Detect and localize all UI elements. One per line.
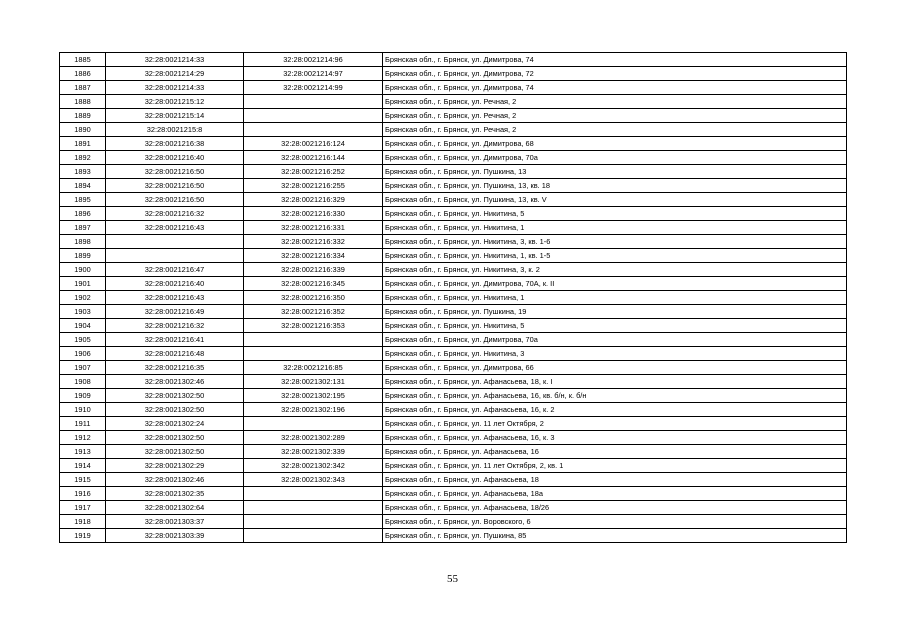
table-row xyxy=(60,235,847,249)
row-number-cell: 1912 xyxy=(60,431,106,445)
cadastral-number-cell: 32:28:0021216:40 xyxy=(106,277,244,291)
cadastral-number-cell: 32:28:0021215:8 xyxy=(106,123,244,137)
cadastral-number-cell: 32:28:0021216:50 xyxy=(106,179,244,193)
table-row xyxy=(60,445,847,459)
row-number-cell: 1909 xyxy=(60,389,106,403)
building-cadastral-number-cell: 32:28:0021302:339 xyxy=(244,445,383,459)
row-number-cell: 1887 xyxy=(60,81,106,95)
address-cell: Брянская обл., г. Брянск, ул. Димитрова, 70А, к. II xyxy=(383,277,847,291)
cadastral-register-table xyxy=(59,52,847,543)
address-cell: Брянская обл., г. Брянск, ул. Речная, 2 xyxy=(383,123,847,137)
building-cadastral-number-cell xyxy=(244,333,383,347)
table-row xyxy=(60,515,847,529)
cadastral-number-cell: 32:28:0021216:43 xyxy=(106,291,244,305)
cadastral-number-cell: 32:28:0021302:46 xyxy=(106,473,244,487)
address-cell: Брянская обл., г. Брянск, ул. Димитрова, 72 xyxy=(383,67,847,81)
row-number-cell: 1908 xyxy=(60,375,106,389)
building-cadastral-number-cell: 32:28:0021216:144 xyxy=(244,151,383,165)
row-number-cell: 1906 xyxy=(60,347,106,361)
address-cell: Брянская обл., г. Брянск, ул. Никитина, 5 xyxy=(383,207,847,221)
table-row xyxy=(60,221,847,235)
row-number-cell: 1895 xyxy=(60,193,106,207)
cadastral-number-cell xyxy=(106,249,244,263)
row-number-cell: 1916 xyxy=(60,487,106,501)
address-cell: Брянская обл., г. Брянск, ул. Пушкина, 13 xyxy=(383,165,847,179)
address-cell: Брянская обл., г. Брянск, ул. Димитрова, 74 xyxy=(383,81,847,95)
building-cadastral-number-cell xyxy=(244,109,383,123)
building-cadastral-number-cell xyxy=(244,515,383,529)
table-row xyxy=(60,179,847,193)
table-row xyxy=(60,81,847,95)
cadastral-number-cell: 32:28:0021302:50 xyxy=(106,389,244,403)
address-cell: Брянская обл., г. Брянск, ул. Афанасьева, 16, к. 2 xyxy=(383,403,847,417)
row-number-cell: 1910 xyxy=(60,403,106,417)
table-row xyxy=(60,431,847,445)
row-number-cell: 1888 xyxy=(60,95,106,109)
row-number-cell: 1900 xyxy=(60,263,106,277)
cadastral-number-cell: 32:28:0021302:50 xyxy=(106,445,244,459)
table-row xyxy=(60,459,847,473)
building-cadastral-number-cell: 32:28:0021216:331 xyxy=(244,221,383,235)
building-cadastral-number-cell: 32:28:0021214:96 xyxy=(244,53,383,67)
building-cadastral-number-cell: 32:28:0021216:339 xyxy=(244,263,383,277)
cadastral-number-cell: 32:28:0021216:50 xyxy=(106,165,244,179)
table-row xyxy=(60,263,847,277)
row-number-cell: 1903 xyxy=(60,305,106,319)
table-row xyxy=(60,291,847,305)
row-number-cell: 1902 xyxy=(60,291,106,305)
cadastral-number-cell: 32:28:0021302:50 xyxy=(106,431,244,445)
building-cadastral-number-cell: 32:28:0021216:345 xyxy=(244,277,383,291)
table-row xyxy=(60,319,847,333)
cadastral-number-cell: 32:28:0021302:64 xyxy=(106,501,244,515)
table-row xyxy=(60,249,847,263)
row-number-cell: 1914 xyxy=(60,459,106,473)
address-cell: Брянская обл., г. Брянск, ул. Пушкина, 13, кв. V xyxy=(383,193,847,207)
row-number-cell: 1918 xyxy=(60,515,106,529)
row-number-cell: 1886 xyxy=(60,67,106,81)
cadastral-number-cell: 32:28:0021302:46 xyxy=(106,375,244,389)
row-number-cell: 1919 xyxy=(60,529,106,543)
cadastral-number-cell: 32:28:0021216:38 xyxy=(106,137,244,151)
row-number-cell: 1913 xyxy=(60,445,106,459)
table-row xyxy=(60,403,847,417)
table-row xyxy=(60,333,847,347)
cadastral-number-cell: 32:28:0021302:29 xyxy=(106,459,244,473)
table-row xyxy=(60,151,847,165)
cadastral-number-cell: 32:28:0021216:50 xyxy=(106,193,244,207)
cadastral-number-cell: 32:28:0021216:32 xyxy=(106,319,244,333)
table-body xyxy=(60,53,847,543)
address-cell: Брянская обл., г. Брянск, ул. Димитрова, 66 xyxy=(383,361,847,375)
address-cell: Брянская обл., г. Брянск, ул. Афанасьева, 18а xyxy=(383,487,847,501)
row-number-cell: 1891 xyxy=(60,137,106,151)
address-cell: Брянская обл., г. Брянск, ул. Воровского, 6 xyxy=(383,515,847,529)
row-number-cell: 1901 xyxy=(60,277,106,291)
building-cadastral-number-cell: 32:28:0021214:99 xyxy=(244,81,383,95)
row-number-cell: 1917 xyxy=(60,501,106,515)
building-cadastral-number-cell: 32:28:0021216:252 xyxy=(244,165,383,179)
building-cadastral-number-cell xyxy=(244,501,383,515)
table-row xyxy=(60,487,847,501)
cadastral-number-cell: 32:28:0021214:29 xyxy=(106,67,244,81)
building-cadastral-number-cell: 32:28:0021216:352 xyxy=(244,305,383,319)
address-cell: Брянская обл., г. Брянск, ул. Димитрова, 70а xyxy=(383,151,847,165)
building-cadastral-number-cell: 32:28:0021216:124 xyxy=(244,137,383,151)
building-cadastral-number-cell: 32:28:0021216:332 xyxy=(244,235,383,249)
row-number-cell: 1885 xyxy=(60,53,106,67)
building-cadastral-number-cell: 32:28:0021302:342 xyxy=(244,459,383,473)
row-number-cell: 1892 xyxy=(60,151,106,165)
cadastral-number-cell xyxy=(106,235,244,249)
address-cell: Брянская обл., г. Брянск, ул. Никитина, 3 xyxy=(383,347,847,361)
row-number-cell: 1889 xyxy=(60,109,106,123)
address-cell: Брянская обл., г. Брянск, ул. Афанасьева, 18/26 xyxy=(383,501,847,515)
address-cell: Брянская обл., г. Брянск, ул. Никитина, 5 xyxy=(383,319,847,333)
table-row xyxy=(60,137,847,151)
row-number-cell: 1898 xyxy=(60,235,106,249)
table-row xyxy=(60,207,847,221)
building-cadastral-number-cell: 32:28:0021302:289 xyxy=(244,431,383,445)
table-row xyxy=(60,473,847,487)
address-cell: Брянская обл., г. Брянск, ул. Димитрова, 70а xyxy=(383,333,847,347)
address-cell: Брянская обл., г. Брянск, ул. 11 лет Октября, 2 xyxy=(383,417,847,431)
address-cell: Брянская обл., г. Брянск, ул. Пушкина, 13, кв. 18 xyxy=(383,179,847,193)
cadastral-number-cell: 32:28:0021215:14 xyxy=(106,109,244,123)
cadastral-number-cell: 32:28:0021216:41 xyxy=(106,333,244,347)
address-cell: Брянская обл., г. Брянск, ул. Пушкина, 85 xyxy=(383,529,847,543)
table-row xyxy=(60,305,847,319)
building-cadastral-number-cell xyxy=(244,95,383,109)
cadastral-number-cell: 32:28:0021302:35 xyxy=(106,487,244,501)
address-cell: Брянская обл., г. Брянск, ул. Афанасьева, 16 xyxy=(383,445,847,459)
table-row xyxy=(60,529,847,543)
building-cadastral-number-cell: 32:28:0021216:85 xyxy=(244,361,383,375)
address-cell: Брянская обл., г. Брянск, ул. Речная, 2 xyxy=(383,95,847,109)
address-cell: Брянская обл., г. Брянск, ул. Речная, 2 xyxy=(383,109,847,123)
table-row xyxy=(60,109,847,123)
table-row xyxy=(60,277,847,291)
cadastral-number-cell: 32:28:0021302:24 xyxy=(106,417,244,431)
row-number-cell: 1893 xyxy=(60,165,106,179)
building-cadastral-number-cell xyxy=(244,347,383,361)
address-cell: Брянская обл., г. Брянск, ул. Димитрова, 74 xyxy=(383,53,847,67)
table-row xyxy=(60,165,847,179)
cadastral-number-cell: 32:28:0021215:12 xyxy=(106,95,244,109)
table-row xyxy=(60,347,847,361)
cadastral-number-cell: 32:28:0021214:33 xyxy=(106,81,244,95)
address-cell: Брянская обл., г. Брянск, ул. Никитина, 3, к. 2 xyxy=(383,263,847,277)
cadastral-number-cell: 32:28:0021216:40 xyxy=(106,151,244,165)
row-number-cell: 1915 xyxy=(60,473,106,487)
table-row xyxy=(60,95,847,109)
building-cadastral-number-cell xyxy=(244,417,383,431)
table-row xyxy=(60,501,847,515)
page-number: 55 xyxy=(447,573,458,585)
row-number-cell: 1911 xyxy=(60,417,106,431)
address-cell: Брянская обл., г. Брянск, ул. Никитина, 1, кв. 1-5 xyxy=(383,249,847,263)
table-row xyxy=(60,389,847,403)
table-row xyxy=(60,375,847,389)
address-cell: Брянская обл., г. Брянск, ул. Никитина, 1 xyxy=(383,291,847,305)
address-cell: Брянская обл., г. Брянск, ул. Афанасьева, 18 xyxy=(383,473,847,487)
building-cadastral-number-cell: 32:28:0021216:330 xyxy=(244,207,383,221)
row-number-cell: 1905 xyxy=(60,333,106,347)
table-row xyxy=(60,123,847,137)
cadastral-number-cell: 32:28:0021216:32 xyxy=(106,207,244,221)
cadastral-number-cell: 32:28:0021216:48 xyxy=(106,347,244,361)
table-row xyxy=(60,67,847,81)
row-number-cell: 1894 xyxy=(60,179,106,193)
address-cell: Брянская обл., г. Брянск, ул. 11 лет Октября, 2, кв. 1 xyxy=(383,459,847,473)
cadastral-number-cell: 32:28:0021303:39 xyxy=(106,529,244,543)
address-cell: Брянская обл., г. Брянск, ул. Афанасьева, 16, к. 3 xyxy=(383,431,847,445)
building-cadastral-number-cell: 32:28:0021216:255 xyxy=(244,179,383,193)
building-cadastral-number-cell: 32:28:0021302:196 xyxy=(244,403,383,417)
building-cadastral-number-cell: 32:28:0021302:131 xyxy=(244,375,383,389)
table-row xyxy=(60,417,847,431)
building-cadastral-number-cell: 32:28:0021302:195 xyxy=(244,389,383,403)
cadastral-number-cell: 32:28:0021214:33 xyxy=(106,53,244,67)
address-cell: Брянская обл., г. Брянск, ул. Никитина, 3, кв. 1-6 xyxy=(383,235,847,249)
building-cadastral-number-cell: 32:28:0021216:334 xyxy=(244,249,383,263)
table-row xyxy=(60,193,847,207)
building-cadastral-number-cell: 32:28:0021216:329 xyxy=(244,193,383,207)
row-number-cell: 1896 xyxy=(60,207,106,221)
address-cell: Брянская обл., г. Брянск, ул. Димитрова, 68 xyxy=(383,137,847,151)
row-number-cell: 1904 xyxy=(60,319,106,333)
cadastral-number-cell: 32:28:0021216:47 xyxy=(106,263,244,277)
building-cadastral-number-cell: 32:28:0021214:97 xyxy=(244,67,383,81)
building-cadastral-number-cell xyxy=(244,487,383,501)
row-number-cell: 1899 xyxy=(60,249,106,263)
address-cell: Брянская обл., г. Брянск, ул. Пушкина, 19 xyxy=(383,305,847,319)
table-row xyxy=(60,361,847,375)
address-cell: Брянская обл., г. Брянск, ул. Афанасьева, 16, кв. б/н, к. б/н xyxy=(383,389,847,403)
table-row xyxy=(60,53,847,67)
cadastral-number-cell: 32:28:0021216:35 xyxy=(106,361,244,375)
row-number-cell: 1890 xyxy=(60,123,106,137)
cadastral-number-cell: 32:28:0021216:49 xyxy=(106,305,244,319)
building-cadastral-number-cell: 32:28:0021216:350 xyxy=(244,291,383,305)
cadastral-number-cell: 32:28:0021303:37 xyxy=(106,515,244,529)
building-cadastral-number-cell xyxy=(244,123,383,137)
building-cadastral-number-cell xyxy=(244,529,383,543)
address-cell: Брянская обл., г. Брянск, ул. Афанасьева, 18, к. I xyxy=(383,375,847,389)
building-cadastral-number-cell: 32:28:0021302:343 xyxy=(244,473,383,487)
building-cadastral-number-cell: 32:28:0021216:353 xyxy=(244,319,383,333)
cadastral-number-cell: 32:28:0021302:50 xyxy=(106,403,244,417)
row-number-cell: 1907 xyxy=(60,361,106,375)
address-cell: Брянская обл., г. Брянск, ул. Никитина, 1 xyxy=(383,221,847,235)
row-number-cell: 1897 xyxy=(60,221,106,235)
cadastral-number-cell: 32:28:0021216:43 xyxy=(106,221,244,235)
